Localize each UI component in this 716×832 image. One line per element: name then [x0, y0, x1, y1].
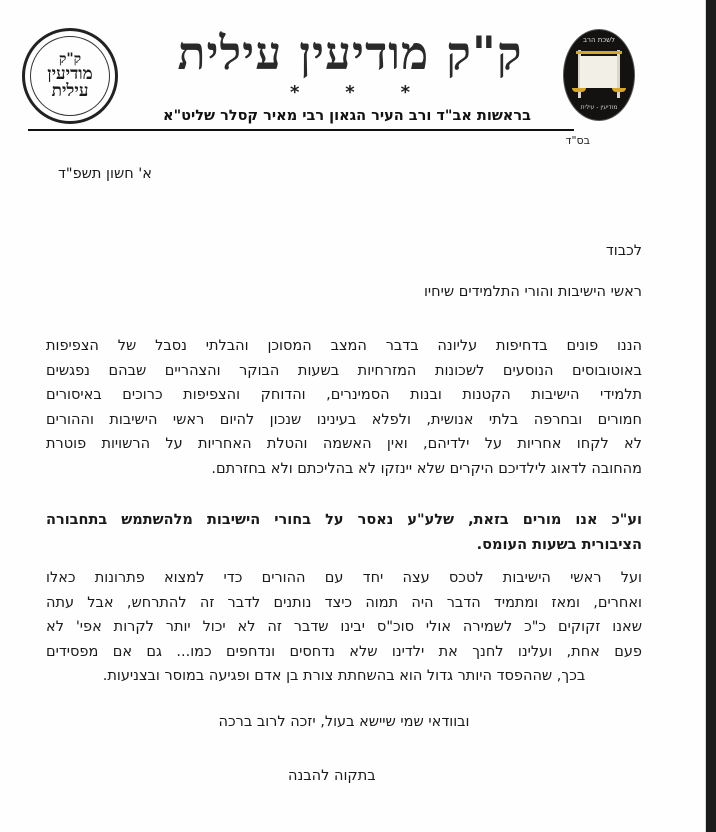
community-stamp: [22, 28, 118, 124]
paragraph-line: בכך, שההפסד היותר גדול הוא בהשחתת צורת בן אדם ופגיעה במוסר ובצניעות.: [102, 668, 586, 685]
paragraph-line: תלמידי הישיבות הקטנות ובנות הסמינרים, והדוחק והצפיפות כרוכים באיסורים: [46, 387, 642, 404]
letterhead-subtitle: בראשות אב"ד ורב העיר הגאון רבי מאיר קסלר שליט"א: [163, 108, 531, 124]
star-icon: *: [290, 82, 300, 103]
seal-bottom-text: מודיעין - עילית: [580, 104, 618, 111]
recipients: ראשי הישיבות והורי התלמידים שיחיו: [423, 284, 642, 300]
paragraph-line: ואחרים, ומאז ומתמיד הדבר היה תמוה כיצד נותנים לדבר זה להתרחש, אבל עתה: [46, 594, 642, 611]
paragraph-2-ruling: [46, 508, 642, 557]
community-stamp-inner: [30, 36, 110, 116]
signoff: בתקוה להבנה: [288, 768, 376, 784]
scroll-icon: [580, 56, 618, 88]
stamp-line-3: עילית: [51, 81, 89, 102]
paragraph-line: באוטובוסים הנוסעים לשכונות המזרחיות בשעות הבוקר והצהריים שבהם נפגשים: [46, 362, 642, 379]
paragraph-3: [46, 566, 642, 689]
paragraph-line: לא לקחו אחריות על ילדיהם, ואין האשמה והטלת האחריות על הרשויות פוטרת: [46, 436, 642, 453]
letter-date: א' חשון תשפ"ד: [58, 166, 152, 182]
star-icon: *: [400, 82, 410, 103]
paragraph-line: הציבורית בשעות העומס.: [476, 536, 642, 553]
rabbinate-seal-icon: [563, 29, 635, 121]
paragraph-line: וע"כ אנו מורים בזאת, שלע"ע נאסר על בחורי הישיבות מלהשתמש בתחבורה: [46, 512, 642, 528]
bsd-mark: בס"ד: [565, 134, 590, 147]
paragraph-line: חמורים ובחרפה בלתי אנושית, ולפלא בעינינו שנכון להיום ראשי הישיבות וההורים: [46, 411, 642, 428]
scales-pan-right-icon: [612, 88, 626, 92]
salutation: לכבוד: [605, 243, 642, 259]
title-stars: [290, 82, 410, 103]
scales-pan-left-icon: [572, 88, 586, 92]
paragraph-line: הננו פונים בדחיפות עליונה בדבר המצב המסוכן והבלתי נסבל של הצפיפות: [46, 338, 642, 354]
letterhead-divider: [28, 129, 574, 131]
letterhead-title: ק"ק מודיעין עילית: [177, 26, 523, 80]
paragraph-line: ועל ראשי הישיבות לטכס עצה יחד עם ההורים כדי למצוא פתרונות כאלו: [46, 570, 642, 586]
paragraph-line: מהחובה לדאוג לילדיכם היקרים שלא יינזקו לא בהליכתם ולא בחזרתם.: [211, 460, 642, 477]
paragraph-line: פעם אחת, ועלינו לחנך את ילדינו שלא נדחסים ונדחפים כמו... גם אם מפסידים: [46, 643, 642, 660]
seal-top-text: לשכת הרב: [582, 36, 616, 44]
star-icon: *: [345, 82, 355, 103]
stamp-line-2: מודיעין: [47, 63, 93, 84]
viewer-edge: [705, 0, 716, 832]
closing-blessing: ובוודאי שמי שיישא בעול, יזכה לרוב ברכה: [218, 714, 470, 730]
paragraph-line: שאנו זקוקים כ"כ לשמירה אולי סוכ"ס יבינו שדבר זה לא יכול יותר לקרות אפי' לא: [46, 619, 642, 636]
scales-beam-icon: [576, 51, 622, 54]
paragraph-1: [46, 334, 642, 482]
stamp-line-1: ק"ק: [58, 50, 82, 67]
